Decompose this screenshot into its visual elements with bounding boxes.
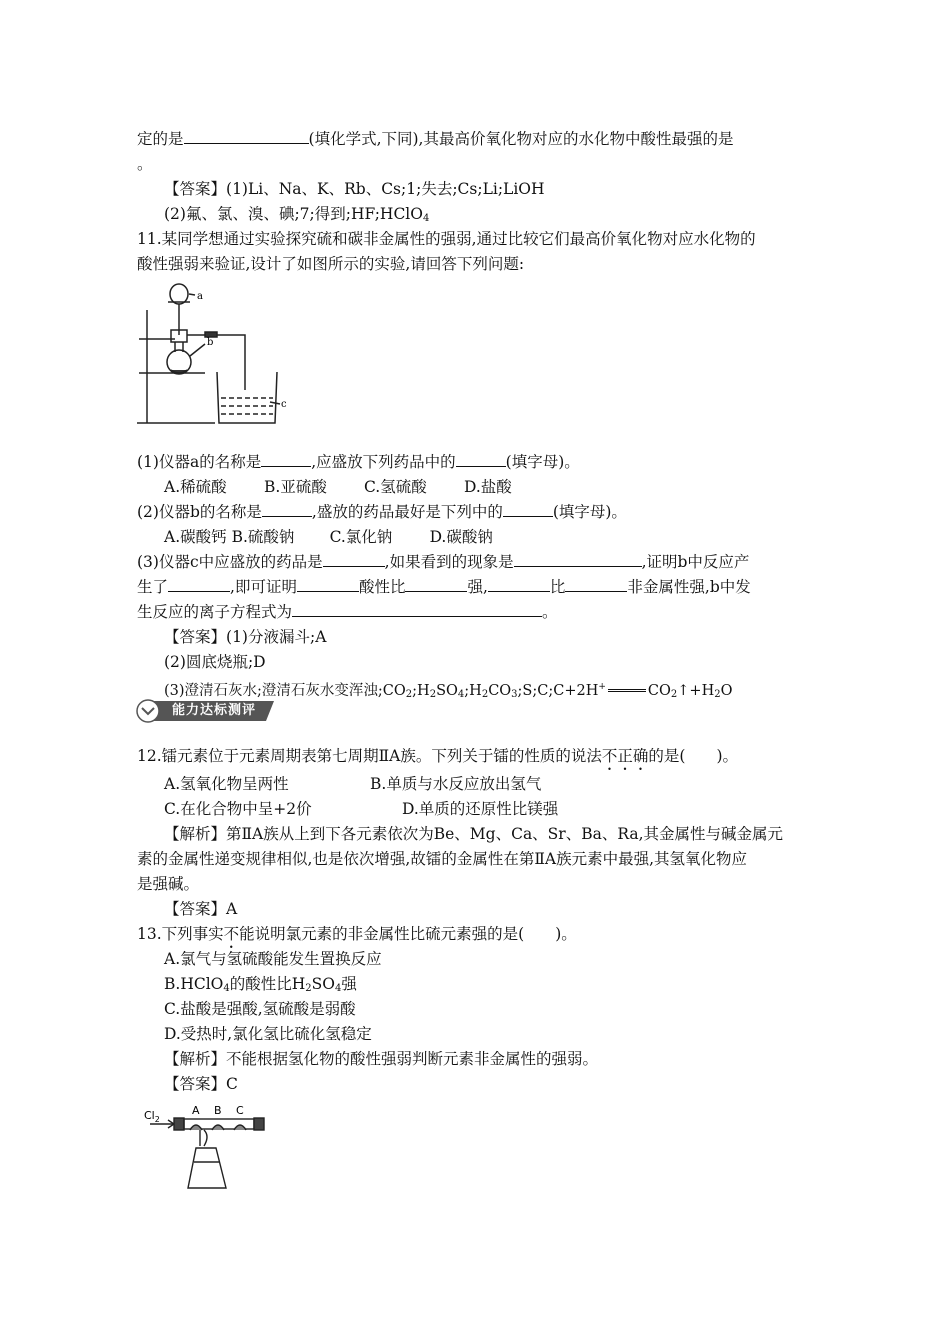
answer-blank[interactable] [514, 551, 642, 567]
q13-option-b: B.HClO$_4$的酸性比$H_2SO_4$强 [164, 975, 357, 994]
q11-part1: (1)仪器a的名称是 ,应盛放下列药品中的 (填字母)。 [137, 453, 580, 471]
q11-part3-line2: 生了 ,即可证明 酸性比 强, 比 非金属性强,b中发 [137, 578, 751, 596]
q12-answer: 【答案】A [164, 900, 238, 918]
q11-part2-options: A.碳酸钙 B.硫酸钠 C.氯化钠 D.碳酸钠 [164, 528, 493, 546]
answer-blank[interactable] [262, 501, 312, 517]
q11-answer-2: (2)圆底烧瓶;D [164, 653, 266, 671]
answer-blank[interactable] [565, 576, 627, 592]
label-b: b [207, 337, 214, 348]
option-c: C.在化合物中呈+2价 [164, 800, 312, 818]
option-a: A.氢氧化物呈两性 [164, 775, 289, 793]
answer-blank[interactable] [292, 601, 542, 617]
q12-explanation-3: 是强碱。 [137, 875, 200, 893]
q13-option-c: C.盐酸是强酸,氢硫酸是弱酸 [164, 1000, 356, 1018]
answer-blank[interactable] [323, 551, 385, 567]
q11-part3-line3: 生反应的离子方程式为 。 [137, 603, 558, 621]
label-C: C [236, 1104, 244, 1117]
cl2-label: $Cl_2$ [144, 1109, 160, 1124]
q12-options-row2 [164, 798, 558, 820]
reaction-arrow [608, 689, 646, 692]
alcohol-lamp [188, 1148, 226, 1188]
q11-part1-options: A.稀硫酸 B.亚硫酸 C.氢硫酸 D.盐酸 [164, 478, 512, 496]
chlorine-apparatus-figure [140, 1100, 280, 1200]
apparatus-figure [135, 280, 295, 430]
q11-stem-1: 11.某同学想通过实验探究硫和碳非金属性的强弱,通过比较它们最高价氧化物对应水化物的 [137, 230, 756, 248]
label-a: a [197, 291, 203, 302]
q13-explanation: 【解析】不能根据氢化物的酸性强弱判断元素非金属性的强弱。 [164, 1050, 599, 1068]
option-b: B.单质与水反应放出氢气 [370, 775, 542, 793]
q11-answer-3: (3)澄清石灰水;澄清石灰水变浑浊$;CO_2;H_2SO_4;H_2CO_3;S;C;C+2H^+$ $CO_2↑+H_2O$ [164, 682, 733, 700]
answer-blank[interactable] [184, 128, 309, 144]
q11-part2: (2)仪器b的名称是 ,盛放的药品最好是下列中的 (填字母)。 [137, 503, 627, 521]
q10-answer-2: (2)氟、氯、溴、碘;7;得到;HF;HClO$_4$ [164, 205, 430, 224]
section-banner [136, 699, 276, 723]
label-A: A [192, 1104, 200, 1117]
q10-line1: 定的是 (填化学式,下同),其最高价氧化物对应的水化物中酸性最强的是 [137, 130, 734, 148]
emphasis-dotted: 不正确 [601, 747, 649, 765]
q10-line2: 。 [137, 155, 153, 173]
answer-blank[interactable] [168, 576, 230, 592]
q11-answer-1: 【答案】(1)分液漏斗;A [164, 628, 327, 646]
q12-explanation-1: 【解析】第ⅡA族从上到下各元素依次为Be、Mg、Ca、Sr、Ba、Ra,其金属性与碱金属元 [164, 825, 784, 843]
separatory-funnel-a [170, 284, 188, 304]
q13-stem: 13.下列事实不能说明氯元素的非金属性比硫元素强的是( )。 [137, 925, 577, 943]
label-B: B [214, 1104, 222, 1117]
q12-stem: 12.镭元素位于元素周期表第七周期ⅡA族。下列关于镭的性质的说法不正确的是( )。 [137, 747, 739, 765]
banner-title: 能力达标测评 [172, 703, 257, 718]
q12-options-row1 [164, 773, 541, 795]
answer-blank[interactable] [261, 451, 311, 467]
q10-answer-1: 【答案】(1)Li、Na、K、Rb、Cs;1;失去;Cs;Li;LiOH [164, 180, 545, 198]
q11-stem-2: 酸性强弱来验证,设计了如图所示的实验,请回答下列问题: [137, 255, 525, 273]
q13-answer: 【答案】C [164, 1075, 238, 1093]
q11-part3-line1: (3)仪器c中应盛放的药品是 ,如果看到的现象是 ,证明b中反应产 [137, 553, 750, 571]
option-d: D.单质的还原性比镁强 [402, 800, 559, 818]
emphasis-dotted: 不 [223, 925, 240, 943]
answer-blank[interactable] [488, 576, 550, 592]
answer-blank[interactable] [297, 576, 359, 592]
label-c: c [281, 399, 287, 410]
answer-blank[interactable] [503, 501, 553, 517]
answer-blank[interactable] [456, 451, 506, 467]
q12-explanation-2: 素的金属性递变规律相似,也是依次增强,故镭的金属性在第ⅡA族元素中最强,其氢氧化物应 [137, 850, 748, 868]
q13-option-d: D.受热时,氯化氢比硫化氢稳定 [164, 1025, 372, 1043]
q13-option-a: A.氯气与氢硫酸能发生置换反应 [164, 950, 382, 968]
answer-blank[interactable] [405, 576, 467, 592]
